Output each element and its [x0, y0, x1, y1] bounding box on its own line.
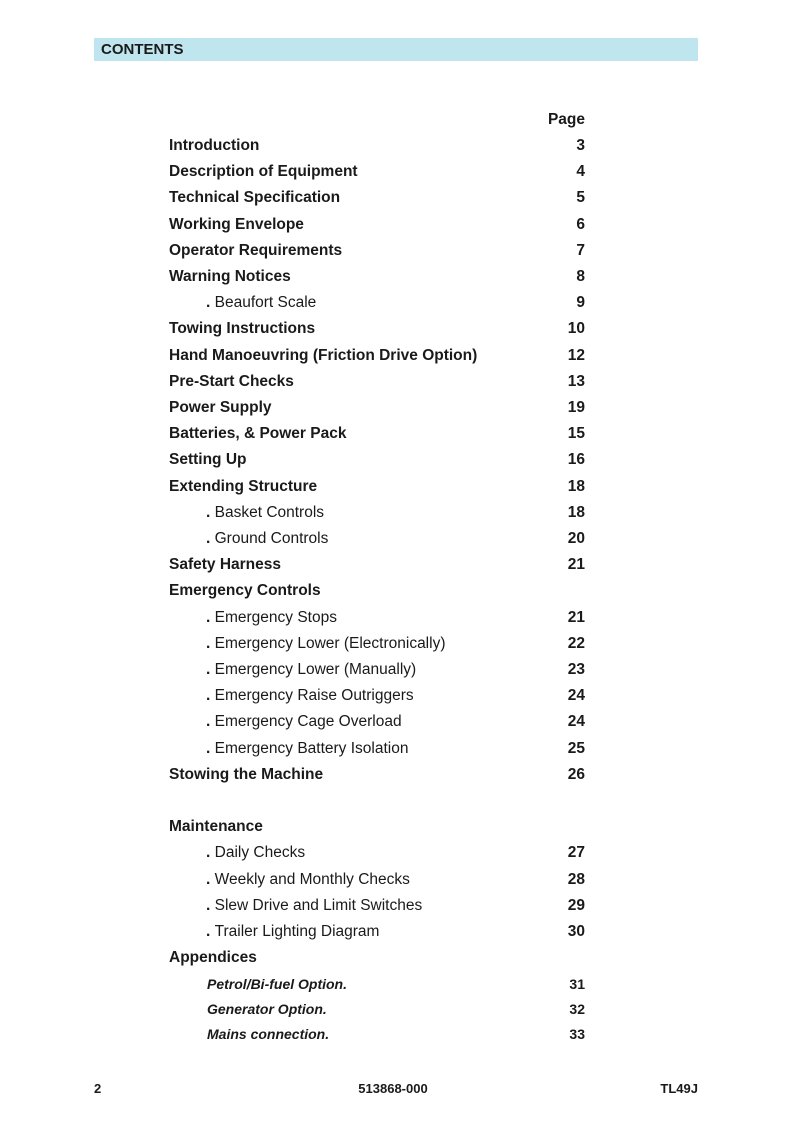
toc-subentry[interactable]	[0, 504, 793, 524]
toc-entry-page: 32	[569, 1001, 585, 1017]
toc-subentry[interactable]	[0, 897, 793, 917]
contents-header-bar	[94, 38, 698, 61]
toc-entry-page: 19	[567, 399, 585, 416]
toc-entry-title: Stowing the Machine	[169, 766, 324, 783]
toc-entry-title: . Beaufort Scale	[206, 294, 316, 312]
toc-entry-title: . Emergency Lower (Electronically)	[206, 635, 445, 653]
footer-document-number: 513868-000	[358, 1081, 428, 1096]
toc-section-heading	[0, 949, 793, 969]
toc-entry[interactable]	[0, 137, 793, 157]
toc-entry[interactable]	[0, 766, 793, 786]
toc-entry-title: . Slew Drive and Limit Switches	[206, 897, 422, 915]
toc-entry-title: Power Supply	[169, 399, 272, 416]
toc-entry-page: 24	[567, 713, 585, 730]
toc-entry[interactable]	[0, 399, 793, 419]
toc-entry-title: . Emergency Battery Isolation	[206, 740, 408, 758]
toc-entry[interactable]	[0, 425, 793, 445]
toc-entry-page: 29	[567, 897, 585, 914]
toc-entry[interactable]	[0, 268, 793, 288]
toc-entry-page: 13	[567, 373, 585, 390]
toc-entry-page: 8	[576, 268, 585, 285]
toc-entry-title: . Emergency Raise Outriggers	[206, 687, 414, 705]
toc-entry-title: Towing Instructions	[169, 320, 316, 337]
toc-entry-title: Petrol/Bi-fuel Option.	[207, 976, 347, 992]
footer-page-number: 2	[94, 1081, 102, 1096]
toc-entry-title: Operator Requirements	[169, 242, 343, 259]
toc-entry-title: . Basket Controls	[206, 504, 324, 522]
toc-entry-page: 22	[567, 635, 585, 652]
toc-entry-page: 9	[576, 294, 585, 311]
toc-entry-page: 26	[567, 766, 585, 783]
toc-entry-title: Emergency Controls	[169, 582, 321, 599]
toc-entry-title: Setting Up	[169, 451, 247, 468]
toc-entry-title: Mains connection.	[207, 1026, 330, 1042]
toc-entry-title: Batteries, & Power Pack	[169, 425, 347, 442]
toc-entry-page: 28	[567, 871, 585, 888]
toc-subentry[interactable]	[0, 687, 793, 707]
toc-entry-page: 21	[567, 609, 585, 626]
toc-entry-page: 31	[569, 976, 585, 992]
toc-entry[interactable]	[0, 451, 793, 471]
toc-entry-title: . Daily Checks	[206, 844, 305, 862]
page-column-label: Page	[547, 111, 585, 128]
toc-entry-page: 30	[567, 923, 585, 940]
toc-appendix-entry[interactable]	[0, 999, 793, 1019]
toc-entry-page: 4	[576, 163, 585, 180]
toc-entry-page: 21	[567, 556, 585, 573]
toc-entry-page: 27	[567, 844, 585, 861]
toc-subentry[interactable]	[0, 294, 793, 314]
toc-subentry[interactable]	[0, 530, 793, 550]
toc-entry-title: . Weekly and Monthly Checks	[206, 871, 410, 889]
toc-entry-page: 33	[569, 1026, 585, 1042]
toc-entry-title: Extending Structure	[169, 478, 318, 495]
toc-entry-page: 12	[567, 347, 585, 364]
toc-entry[interactable]	[0, 163, 793, 183]
toc-entry-title: . Ground Controls	[206, 530, 328, 548]
toc-subentry[interactable]	[0, 740, 793, 760]
toc-subentry[interactable]	[0, 871, 793, 891]
toc-entry-page: 18	[567, 504, 585, 521]
toc-subentry[interactable]	[0, 661, 793, 681]
page-title: CONTENTS	[101, 41, 184, 58]
toc-entry-page: 25	[567, 740, 585, 757]
toc-entry-page: 6	[576, 216, 585, 233]
toc-entry-title: Working Envelope	[169, 216, 304, 233]
toc-entry[interactable]	[0, 189, 793, 209]
toc-subentry[interactable]	[0, 844, 793, 864]
toc-entry-title: Introduction	[169, 137, 260, 154]
toc-entry-title: . Emergency Lower (Manually)	[206, 661, 416, 679]
toc-entry-title: Safety Harness	[169, 556, 282, 573]
toc-entry-page: 18	[567, 478, 585, 495]
toc-entry-page: 24	[567, 687, 585, 704]
toc-entry-page: 10	[567, 320, 585, 337]
toc-subentry[interactable]	[0, 609, 793, 629]
toc-entry[interactable]	[0, 347, 793, 367]
toc-entry-title: Hand Manoeuvring (Friction Drive Option)	[169, 347, 478, 364]
toc-entry-title: Maintenance	[169, 818, 263, 835]
toc-entry-page: 16	[567, 451, 585, 468]
toc-subentry[interactable]	[0, 713, 793, 733]
toc-entry[interactable]	[0, 556, 793, 576]
toc-entry-page: 5	[576, 189, 585, 206]
toc-entry-title: Appendices	[169, 949, 257, 966]
toc-entry-title: Generator Option.	[207, 1001, 327, 1017]
toc-entry[interactable]	[0, 373, 793, 393]
toc-entry[interactable]	[0, 320, 793, 340]
toc-entry[interactable]	[0, 242, 793, 262]
toc-entry-page: 7	[576, 242, 585, 259]
toc-entry-page: 23	[567, 661, 585, 678]
footer-model: TL49J	[660, 1081, 698, 1096]
toc-entry-title: Pre-Start Checks	[169, 373, 294, 390]
toc-entry-page: 3	[576, 137, 585, 154]
toc-entry-title: Description of Equipment	[169, 163, 358, 180]
toc-entry-page: 15	[567, 425, 585, 442]
toc-entry-title: Technical Specification	[169, 189, 341, 206]
toc-section-heading	[0, 582, 793, 602]
toc-entry-page: 20	[567, 530, 585, 547]
toc-entry[interactable]	[0, 216, 793, 236]
toc-appendix-entry[interactable]	[0, 974, 793, 994]
toc-entry-title: Warning Notices	[169, 268, 291, 285]
toc-entry-title: . Emergency Cage Overload	[206, 713, 402, 731]
toc-entry[interactable]	[0, 478, 793, 498]
toc-entry-title: . Emergency Stops	[206, 609, 337, 627]
toc-appendix-entry[interactable]	[0, 1024, 793, 1044]
toc-section-heading	[0, 818, 793, 838]
toc-entry-title: . Trailer Lighting Diagram	[206, 923, 379, 941]
toc-subentry[interactable]	[0, 635, 793, 655]
toc-subentry[interactable]	[0, 923, 793, 943]
